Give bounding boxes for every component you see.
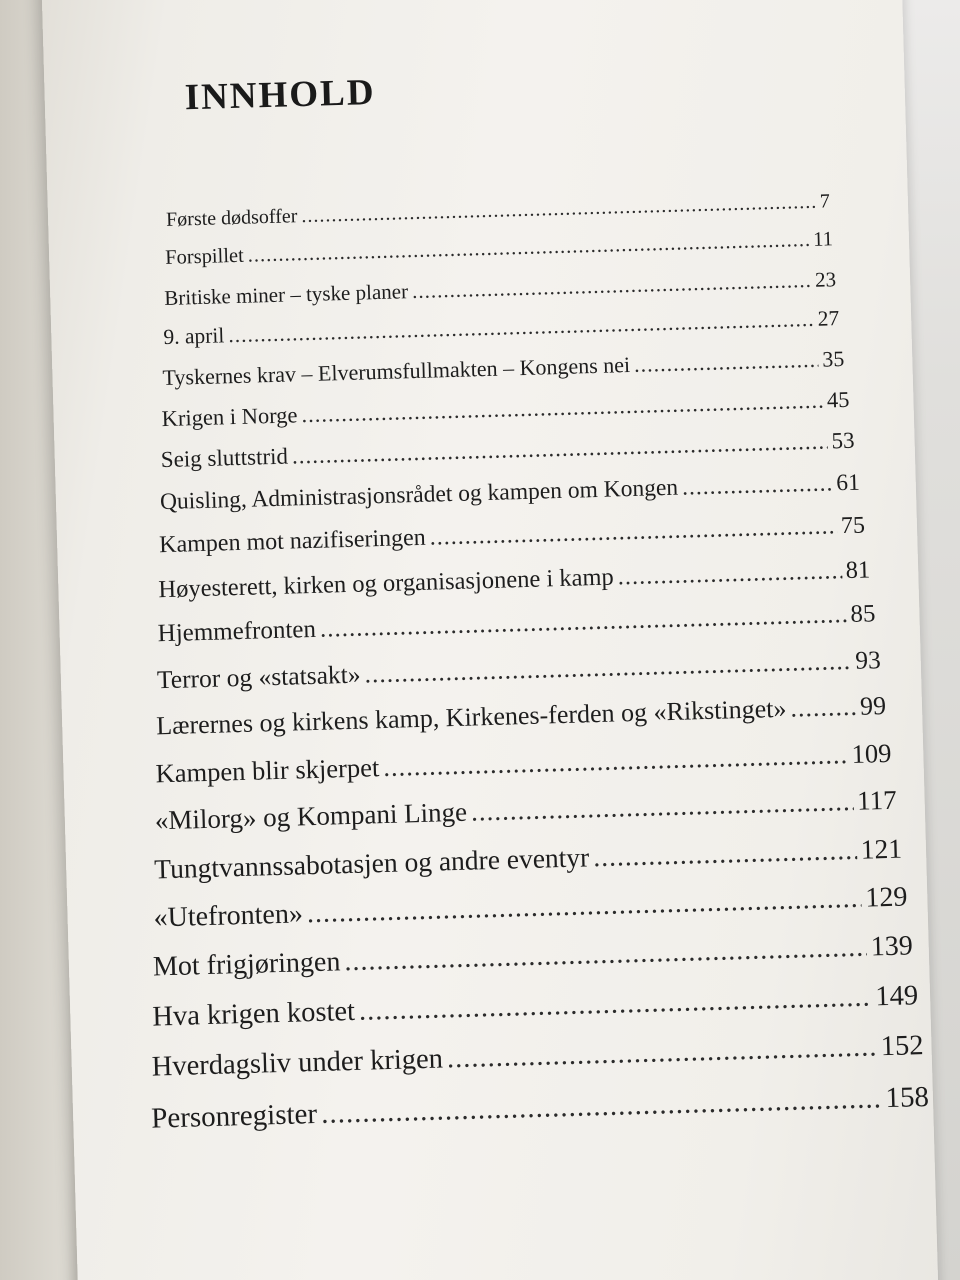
dot-leader bbox=[471, 786, 854, 828]
dot-leader bbox=[617, 557, 842, 591]
toc-entry bbox=[159, 512, 865, 559]
toc-entry-page: 53 bbox=[831, 427, 855, 454]
toc-entry-label: Hva krigen kostet bbox=[151, 995, 356, 1033]
dot-leader bbox=[359, 981, 872, 1027]
toc-entry-label: «Utefronten» bbox=[153, 898, 304, 934]
toc-entry-label: 9. april bbox=[163, 323, 225, 349]
toc-entry-page: 7 bbox=[819, 190, 831, 213]
toc-entry-page: 117 bbox=[856, 784, 898, 816]
dot-leader bbox=[247, 229, 809, 268]
dot-leader bbox=[634, 347, 819, 378]
toc-entry bbox=[162, 346, 844, 391]
toc-entry bbox=[166, 190, 830, 232]
toc-entry-label: Lærernes og kirkens kamp, Kirkenes-ferden og «Rikstinget» bbox=[155, 693, 787, 741]
dot-leader bbox=[383, 739, 848, 783]
toc-entry-label: «Milorg» og Kompani Linge bbox=[154, 796, 468, 836]
toc-entry bbox=[153, 881, 908, 934]
toc-entry-label: Quisling, Administrasjonsrådet og kampen om Kongen bbox=[159, 474, 679, 516]
toc-entry bbox=[153, 930, 914, 983]
toc-entry-label: Kampen mot nazifiseringen bbox=[158, 524, 427, 559]
toc-entry bbox=[157, 600, 876, 648]
toc-entry-page: 129 bbox=[864, 881, 908, 914]
toc-entry bbox=[151, 1030, 924, 1084]
book-page bbox=[41, 0, 939, 1280]
toc-entry-page: 99 bbox=[859, 690, 887, 721]
toc-entry-page: 23 bbox=[814, 267, 837, 292]
dot-leader bbox=[429, 513, 837, 551]
dot-leader bbox=[682, 470, 833, 501]
dot-leader bbox=[320, 601, 847, 644]
toc-entry-page: 27 bbox=[817, 306, 840, 331]
page-title: INNHOLD bbox=[184, 71, 377, 119]
toc-entry-page: 75 bbox=[840, 512, 866, 540]
toc-entry-page: 35 bbox=[821, 346, 845, 372]
toc-entry-page: 121 bbox=[860, 832, 903, 865]
toc-entry-label: Høyesterett, kirken og organisasjonene i kamp bbox=[158, 563, 615, 604]
toc-entry bbox=[156, 691, 887, 741]
dot-leader bbox=[344, 932, 867, 979]
toc-entry-label: Terror og «statsakt» bbox=[156, 659, 361, 695]
toc-entry bbox=[164, 267, 836, 311]
toc-entry-page: 61 bbox=[835, 469, 861, 497]
dot-leader bbox=[228, 307, 814, 348]
dot-leader bbox=[292, 429, 828, 470]
dot-leader bbox=[446, 1031, 877, 1075]
toc-entry bbox=[158, 556, 871, 604]
toc-entry-page: 158 bbox=[884, 1080, 930, 1115]
toc-entry bbox=[151, 1081, 930, 1136]
toc-entry bbox=[163, 306, 839, 350]
toc-entry bbox=[154, 833, 903, 886]
toc-entry-label: Tyskernes krav – Elverumsfullmakten – Kongens nei bbox=[162, 351, 631, 391]
toc-entry-page: 152 bbox=[880, 1030, 924, 1063]
toc-entry-label: Mot frigjøringen bbox=[152, 946, 341, 983]
toc-entry bbox=[160, 428, 854, 473]
toc-entry bbox=[157, 645, 882, 695]
toc-entry bbox=[161, 387, 849, 432]
dot-leader bbox=[593, 834, 857, 873]
dot-leader bbox=[790, 692, 856, 724]
toc-entry-label: Tungtvannssabotasjen og andre eventyr bbox=[153, 841, 590, 885]
toc-entry-label: Britiske miner – tyske planer bbox=[163, 279, 409, 310]
toc-entry-label: Personregister bbox=[150, 1098, 318, 1135]
toc-entry-page: 11 bbox=[812, 228, 834, 251]
toc-entry-label: Hjemmefronten bbox=[157, 615, 317, 648]
toc-entry-label: Første dødsoffer bbox=[165, 205, 298, 231]
dot-leader bbox=[301, 191, 816, 228]
toc-entry-label: Hverdagsliv under krigen bbox=[151, 1043, 444, 1083]
dot-leader bbox=[306, 883, 861, 930]
table-of-contents bbox=[41, 0, 939, 1280]
toc-entry bbox=[165, 228, 833, 270]
toc-entry-page: 149 bbox=[874, 980, 919, 1013]
toc-entry-label: Forspillet bbox=[164, 244, 245, 269]
toc-entry-label: Krigen i Norge bbox=[161, 402, 298, 432]
toc-entry-page: 109 bbox=[851, 737, 892, 769]
dot-leader bbox=[412, 268, 812, 304]
dot-leader bbox=[364, 646, 852, 690]
toc-entry-label: Seig sluttstrid bbox=[160, 443, 289, 473]
toc-entry-page: 45 bbox=[826, 386, 850, 413]
toc-entry bbox=[154, 785, 897, 837]
toc-entry-page: 139 bbox=[870, 930, 914, 963]
dot-leader bbox=[321, 1082, 882, 1131]
dot-leader bbox=[301, 388, 823, 429]
toc-entry bbox=[160, 470, 860, 517]
toc-entry-page: 93 bbox=[854, 645, 882, 675]
toc-entry bbox=[152, 980, 919, 1033]
toc-entry bbox=[155, 738, 892, 790]
toc-entry-page: 81 bbox=[845, 556, 871, 585]
toc-entry-page: 85 bbox=[850, 600, 876, 628]
toc-entry-label: Kampen blir skjerpet bbox=[155, 752, 380, 789]
